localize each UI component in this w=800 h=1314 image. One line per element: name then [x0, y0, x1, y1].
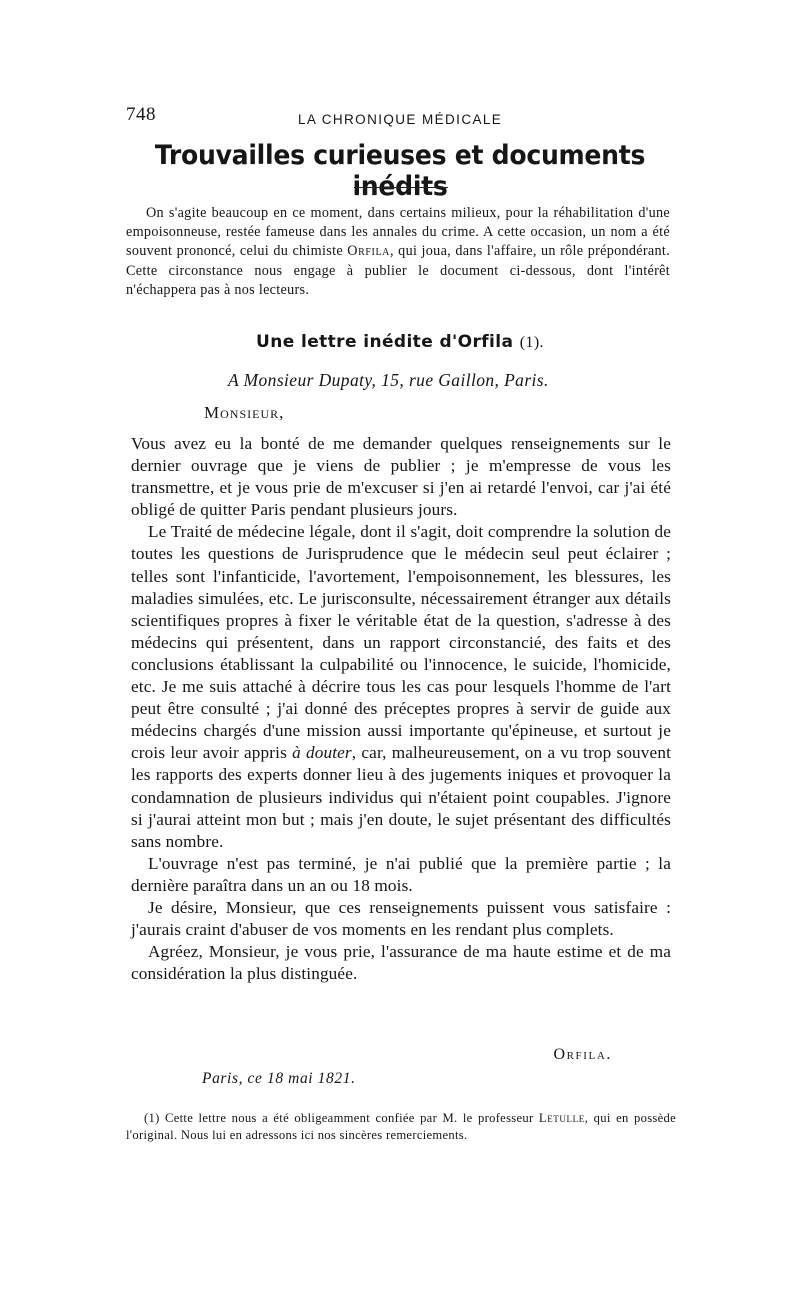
footnote [126, 1110, 676, 1144]
footnote-name: Letulle [538, 1111, 585, 1125]
footnote-reference: (1). [519, 334, 544, 351]
letter-signature: Orfila. [553, 1046, 612, 1063]
intro-paragraph [126, 204, 670, 300]
article-title: Trouvailles curieuses et documents inédits [154, 140, 646, 202]
letter-paragraph-5: Agréez, Monsieur, je vous prie, l'assurance de ma haute estime et de ma considération la plus distinguée. [131, 942, 671, 984]
letter-body [131, 433, 671, 985]
letter-paragraph-3: L'ouvrage n'est pas terminé, je n'ai publié que la première partie ; la dernière paraîtra dans un an ou 18 mois. [131, 853, 671, 895]
footnote-text-1: (1) Cette lettre nous a été obligeamment confiée par M. le professeur [144, 1111, 539, 1125]
address-recipient: A Monsieur Dupaty, [228, 370, 377, 390]
letter-salutation: Monsieur, [204, 403, 285, 422]
paragraph-2-text-a: Le Traité de médecine légale, dont il s'agit, doit comprendre la solution de toutes les questions de Jurisprudence que le médecin seul peut éclairer ; telles sont l'infanticide, l'avortement, l'empoisonnement, les blessures, les maladies simulées, etc. Le jurisconsulte, nécessairement étranger aux détails scientifiques propres à fixer le véritable état de la question, s'adresse à des médecins qui présentent, dans un rapport circonstancié, des faits et des conclusions établissant la culpabilité ou l'innocence, le suicide, l'homicide, etc. Je me suis attaché à décrire tous les cas pour lesquels l'homme de l'art peut être consulté ; j'ai donné des préceptes propres à servir de guide aux médecins chargés d'une mission aussi importante qu'épineuse, et surtout je crois leur avoir appris [131, 522, 671, 763]
paragraph-2-italic: à douter [292, 743, 352, 763]
letter-dateline: Paris, ce 18 mai 1821. [202, 1070, 356, 1087]
intro-text-2: , qui joua, dans l'affaire, un rôle prépondérant. Cette circonstance nous engage à publier le document ci-dessous, dont l'intérêt n'échappera pas à nos lecteurs. [126, 243, 670, 298]
letter-address [228, 370, 549, 391]
intro-text-1: On s'agite beaucoup en ce moment, dans certains milieux, pour la réhabilitation d'une empoisonneuse, restée fameuse dans les annales du crime. A cette occasion, un nom a été souvent prononcé, celui du chimiste [126, 205, 670, 260]
letter-heading [100, 332, 700, 352]
letter-paragraph-4: Je désire, Monsieur, que ces renseignements puissent vous satisfaire : j'aurais craint d'abuser de vos moments en les rendant plus complets. [131, 897, 671, 940]
footnote-text-2: , qui en possède l'original. Nous lui en adressons ici nos sincères remerciements. [126, 1111, 677, 1142]
address-street: rue Gaillon, Paris. [408, 370, 549, 390]
page-number: 748 [126, 104, 156, 125]
letter-paragraph-2 [131, 521, 671, 852]
letter-paragraph-1: Vous avez eu la bonté de me demander quelques renseignements sur le dernier ouvrage que je viens de publier ; je m'empresse de vous les transmettre, et je vous prie de m'excuser si j'en ai retardé l'envoi, car j'ai été obligé de quitter Paris pendant plusieurs jours. [131, 434, 671, 520]
running-head: LA CHRONIQUE MÉDICALE [298, 112, 503, 127]
intro-name-orfila: Orfila [347, 243, 390, 260]
paragraph-2-text-b: , car, malheureusement, on a vu trop souvent les rapports des experts donner lieu à des jugements iniques et provoquer la condamnation de plusieurs individus qui n'étaient point coupables. J'ignore si j'aurai atteint mon but ; mais j'en doute, le sujet présentant des difficultés sans nombre. [131, 743, 671, 851]
title-divider [354, 187, 448, 188]
letter-heading-text: Une lettre inédite d'Orfila [256, 332, 514, 352]
address-number: 15, [381, 370, 405, 390]
